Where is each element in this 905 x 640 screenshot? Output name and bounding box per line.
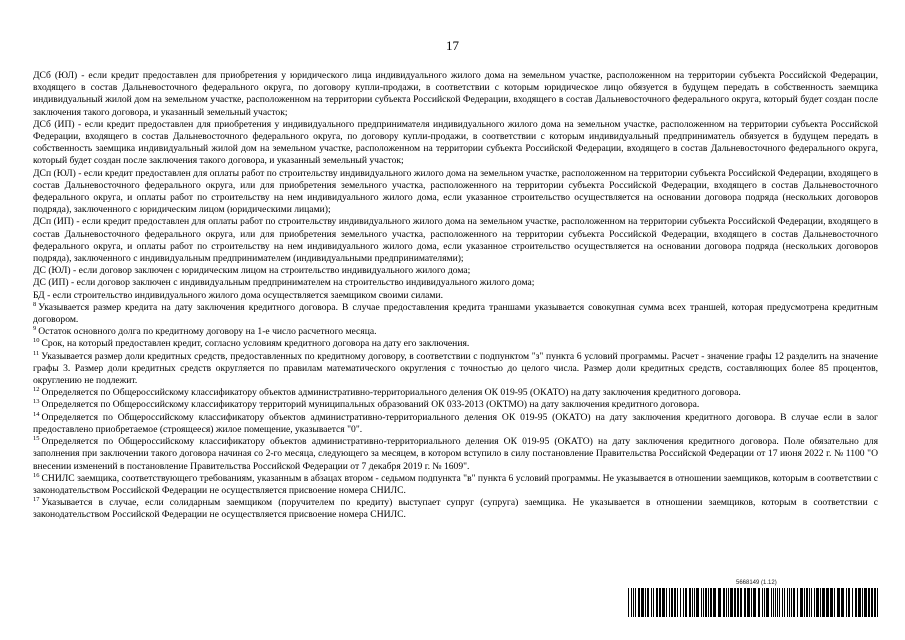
- barcode-bar: [689, 588, 691, 617]
- barcode-bar: [703, 588, 704, 617]
- document-body: [33, 70, 878, 522]
- footnote-marker: 15: [33, 435, 40, 443]
- barcode-bar: [846, 588, 847, 617]
- definition-paragraph: [33, 290, 878, 302]
- barcode-bar: [784, 588, 785, 617]
- footnote-16: [33, 473, 878, 497]
- paragraph-text: Указывается размер доли кредитных средств, предоставленных по кредитному договору, в соответствии с подпунктом "з" пункта 6 условий программы. Расчет - значение графы 12 разделить на значение графы 3. Размер доли кредитных средств округляется по правилам математического округления с точностью до целого числа. Размер доли кредитных средств, составляющих более 85 процентов, округлению не подлежит.: [33, 350, 878, 387]
- barcode-bar: [764, 588, 765, 617]
- definition-paragraph: [33, 277, 878, 289]
- barcode-bar: [871, 588, 873, 617]
- barcode-bar: [718, 588, 721, 617]
- barcode-bar: [877, 588, 878, 617]
- barcode-bar: [726, 588, 727, 617]
- barcode-bar: [775, 588, 776, 617]
- barcode-bar: [852, 588, 853, 617]
- footnote-marker: 10: [33, 337, 40, 345]
- barcode-bar: [858, 588, 861, 617]
- barcode-bar: [651, 588, 652, 617]
- barcode-bar: [787, 588, 788, 617]
- paragraph-text: Срок, на который предоставлен кредит, согласно условиям кредитного договора на дату его заключения.: [41, 338, 470, 350]
- footnote-marker: 17: [33, 496, 40, 504]
- barcode: [628, 588, 878, 617]
- footnote-marker: 9: [33, 325, 37, 333]
- definition-paragraph: [33, 216, 878, 265]
- barcode-bar: [834, 588, 835, 617]
- barcode-bar: [766, 588, 769, 617]
- barcode-bar: [659, 588, 661, 617]
- barcode-bar: [855, 588, 857, 617]
- footnote-13: [33, 399, 878, 411]
- barcode-bar: [874, 588, 876, 617]
- paragraph-text: СНИЛС заемщика, соответствующего требованиям, указанным в абзацах втором - седьмом подпункта "в" пункта 6 условий программы. Не указывается в отношении заемщиков, которым в соответствии с законодательством Российской Федерации не осуществляется присвоение номера СНИЛС.: [33, 472, 878, 496]
- paragraph-text: Определяется по Общероссийскому классификатору объектов административно-территориального деления ОК 019-95 (ОКАТО) на дату заключения кредитного договора.: [41, 387, 741, 399]
- paragraph-text: ДСб (ИП) - если кредит предоставлен для приобретения у индивидуального предпринимателя индивидуального жилого дома на земельном участке, расположенном на территории субъекта Российской Федерации, входящего в состав Дальневосточного федерального округа, по договору купли-продажи, в соответствии с которым индивидуальный предприниматель обязуется в будущем передать в собственность заемщика индивидуальный жилой дом на земельном участке, расположенном на территории субъекта Российской Федерации, входящего в состав Дальневосточного федерального округа, который будет создан после заключения такого договора, и указанный земельный участок;: [33, 118, 878, 167]
- barcode-bar: [791, 588, 792, 617]
- barcode-bar: [734, 588, 736, 617]
- barcode-bar: [694, 588, 695, 617]
- barcode-bar: [782, 588, 783, 617]
- footnote-marker: 14: [33, 410, 40, 418]
- barcode-bar: [633, 588, 634, 617]
- barcode-bar: [645, 588, 646, 617]
- paragraph-text: Определяется по Общероссийскому классификатору территорий муниципальных образований ОК 033-2013 (ОКТМО) на дату заключения кредитного договора.: [41, 399, 700, 411]
- barcode-bar: [666, 588, 667, 617]
- barcode-bar: [800, 588, 803, 617]
- barcode-bar: [868, 588, 870, 617]
- paragraph-text: ДСп (ЮЛ) - если кредит предоставлен для оплаты работ по строительству индивидуального жилого дома на земельном участке, расположенном на территории субъекта Российской Федерации, входящего в состав Дальневосточного федерального округа, или для приобретения земельного участка, расположенного на территории субъекта Российской Федерации, входящего в состав Дальневосточного федерального округа, и оплаты работ по строительству на нем индивидуального жилого дома, если указанное строительство осуществляется на основании договора подряда (нескольких договоров подряда), заключенного с юридическим лицом (юридическими лицами);: [33, 167, 878, 216]
- barcode-bar: [744, 588, 746, 617]
- definition-paragraph: [33, 168, 878, 217]
- barcode-bar: [701, 588, 702, 617]
- barcode-bar: [811, 588, 812, 617]
- barcode-bar: [710, 588, 712, 617]
- paragraph-text: Определяется по Общероссийскому классификатору объектов административно-территориального деления ОК 019-95 (ОКАТО) на дату заключения кредитного договора. В случае если в залог предоставлено приобретаемое (строящееся) жилое помещение, указывается "0".: [33, 411, 878, 435]
- barcode-bar: [797, 588, 798, 617]
- footnote-15: [33, 436, 878, 473]
- barcode-bar: [680, 588, 681, 617]
- barcode-bar: [713, 588, 716, 617]
- barcode-bar: [747, 588, 750, 617]
- barcode-bar: [692, 588, 693, 617]
- barcode-bar: [806, 588, 808, 617]
- footnote-marker: 8: [33, 300, 37, 308]
- barcode-bar: [814, 588, 815, 617]
- barcode-bar: [685, 588, 687, 617]
- barcode-bar: [677, 588, 678, 617]
- paragraph-text: ДСб (ЮЛ) - если кредит предоставлен для приобретения у юридического лица индивидуального жилого дома на земельном участке, расположенном на территории субъекта Российской Федерации, входящего в состав Дальневосточного федерального округа, по договору купли-продажи, в соответствии с которым юридическое лицо обязуется в будущем передать в собственность заемщика индивидуальный жилой дом на земельном участке, расположенном на территории субъекта Российской Федерации, входящего в состав Дальневосточного федерального округа, который будет создан после заключения такого договора, и указанный земельный участок;: [33, 70, 878, 118]
- definition-paragraph: [33, 119, 878, 168]
- barcode-bar: [762, 588, 763, 617]
- paragraph-text: Остаток основного долга по кредитному договору на 1-е число расчетного месяца.: [38, 326, 377, 338]
- footnote-marker: 16: [33, 471, 40, 479]
- barcode-bar: [822, 588, 825, 617]
- barcode-bar: [674, 588, 676, 617]
- barcode-bar: [841, 588, 844, 617]
- barcode-bar: [662, 588, 665, 617]
- barcode-bar: [771, 588, 772, 617]
- definition-paragraph: [33, 70, 878, 119]
- barcode-bar: [628, 588, 629, 617]
- barcode-bar: [740, 588, 742, 617]
- footnote-14: [33, 412, 878, 436]
- footnote-11: [33, 351, 878, 388]
- barcode-bar: [758, 588, 760, 617]
- barcode-bar: [656, 588, 658, 617]
- barcode-bar: [696, 588, 699, 617]
- barcode-bar: [728, 588, 729, 617]
- footnote-12: [33, 387, 878, 399]
- footnote-marker: 11: [33, 349, 40, 357]
- barcode-bar: [753, 588, 756, 617]
- footnote-10: [33, 338, 878, 350]
- footnote-17: [33, 497, 878, 521]
- barcode-bar: [779, 588, 780, 617]
- barcode-bar: [683, 588, 684, 617]
- barcode-bar: [635, 588, 636, 617]
- barcode-bar: [631, 588, 632, 617]
- paragraph-text: ДСп (ИП) - если кредит предоставлен для оплаты работ по строительству индивидуального жилого дома на земельном участке, расположенном на территории субъекта Российской Федерации, входящего в состав Дальневосточного федерального округа, или для приобретения земельного участка, расположенного на территории субъекта Российской Федерации, входящего в состав Дальневосточного федерального округа, и оплаты работ по строительству на нем индивидуального жилого дома, если указанное строительство осуществляется на основании договора подряда (нескольких договоров подряда), заключенного с индивидуальным предпринимателем (индивидуальными предпринимателями);: [33, 216, 878, 265]
- barcode-bar: [809, 588, 810, 617]
- barcode-bar: [669, 588, 670, 617]
- barcode-bar: [653, 588, 654, 617]
- barcode-bar: [793, 588, 795, 617]
- footnote-9: [33, 326, 878, 338]
- barcode-bar: [751, 588, 752, 617]
- barcode-bar: [773, 588, 774, 617]
- footnote-8: [33, 302, 878, 326]
- barcode-bar: [804, 588, 805, 617]
- barcode-bar: [777, 588, 778, 617]
- paragraph-text: Определяется по Общероссийскому классификатору объектов административно-территориального деления ОК 019-95 (ОКАТО) на дату заключения кредитного договора. Поле обязательно для заполнения при заключении такого договора начиная со 2-го месяца, следующего за месяцем, в котором вступило в силу постановление Правительства Российской Федерации от 17 июня 2022 г. № 1100 "О внесении изменений в постановление Правительства Российской Федерации от 7 декабря 2019 г. № 1609".: [33, 436, 878, 472]
- paragraph-text: БД - если строительство индивидуального жилого дома осуществляется заемщиком своими силами.: [33, 289, 443, 301]
- barcode-bar: [708, 588, 709, 617]
- barcode-bar: [705, 588, 707, 617]
- document-code: 5668149 (1.12): [736, 580, 777, 586]
- barcode-bar: [837, 588, 840, 617]
- barcode-bar: [641, 588, 644, 617]
- barcode-bar: [723, 588, 725, 617]
- barcode-bar: [730, 588, 733, 617]
- barcode-bar: [638, 588, 640, 617]
- paragraph-text: Указывается в случае, если солидарным заемщиком (поручителем по кредиту) выступает супруг (супруга) заемщика. Не указывается в отношении заемщиков, которым в соответствии с законодательством Российской Федерации не осуществляется присвоение номера СНИЛС.: [33, 497, 878, 521]
- barcode-bar: [830, 588, 833, 617]
- barcode-bar: [647, 588, 649, 617]
- footnote-marker: 12: [33, 386, 40, 394]
- paragraph-text: ДС (ЮЛ) - если договор заключен с юридическим лицом на строительство индивидуального жилого дома;: [33, 265, 471, 277]
- barcode-bar: [862, 588, 863, 617]
- definition-paragraph: [33, 265, 878, 277]
- barcode-bar: [816, 588, 819, 617]
- barcode-bar: [820, 588, 821, 617]
- paragraph-text: ДС (ИП) - если договор заключен с индивидуальным предпринимателем на строительство индивидуального жилого дома;: [33, 277, 535, 289]
- page-number: 17: [446, 38, 459, 53]
- paragraph-text: Указывается размер кредита на дату заключения кредитного договора. В случае предоставления кредита траншами указывается совокупная сумма всех траншей, которая предусмотрена кредитным договором.: [33, 301, 878, 326]
- barcode-bar: [789, 588, 790, 617]
- barcode-bar: [671, 588, 673, 617]
- barcode-bar: [864, 588, 867, 617]
- footnote-marker: 13: [33, 398, 40, 406]
- barcode-bar: [826, 588, 829, 617]
- barcode-bar: [848, 588, 850, 617]
- barcode-bar: [737, 588, 739, 617]
